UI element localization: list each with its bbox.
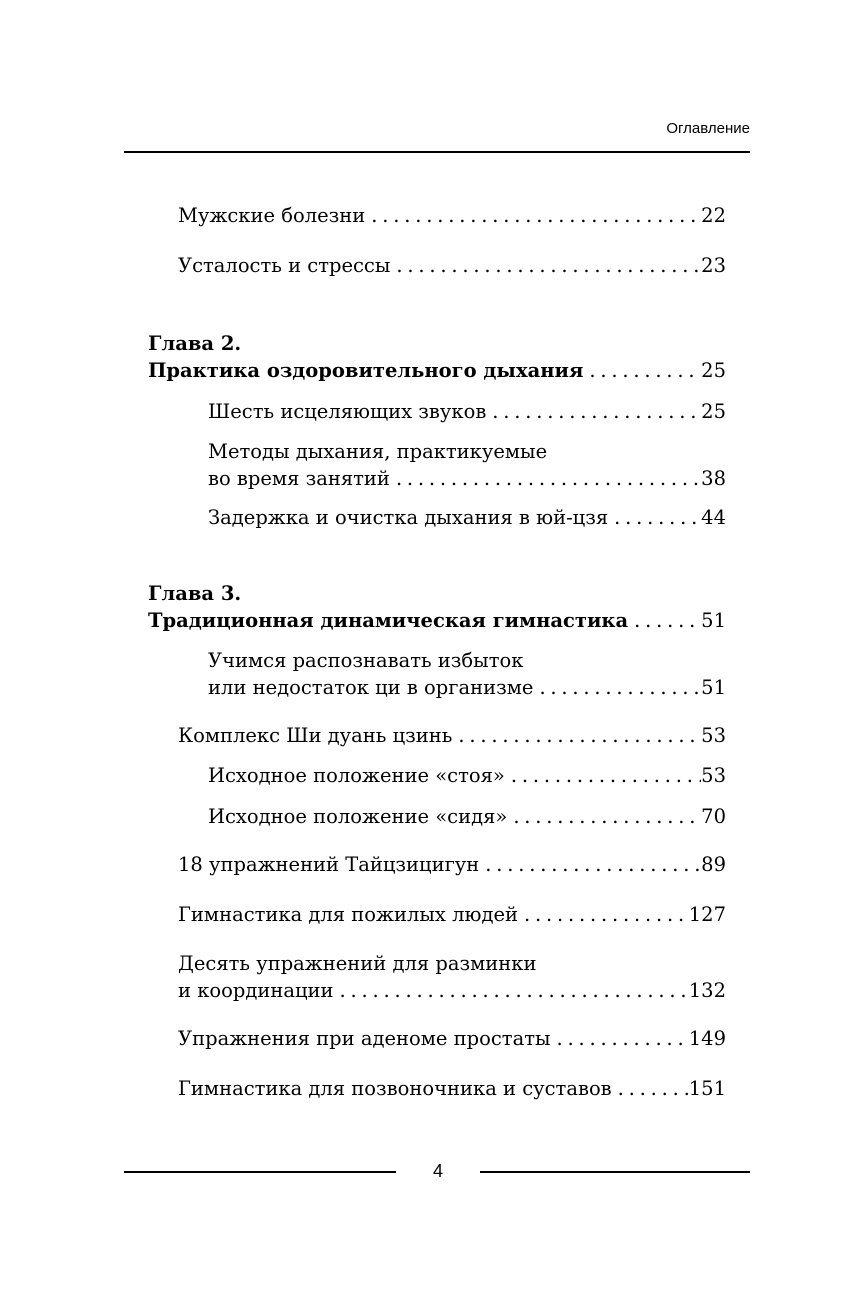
- leader-dots: [365, 202, 701, 229]
- toc-entry-shi-duan-czin[interactable]: [178, 722, 726, 749]
- toc-page-number: 38: [701, 467, 726, 490]
- toc-entry-prostate-exercises[interactable]: [178, 1025, 726, 1052]
- leader-dots: [551, 1025, 689, 1052]
- toc-entry-title: Задержка и очистка дыхания в юй-цзя: [208, 506, 609, 529]
- toc-entry-title-line-2: или недостаток ци в организме: [208, 676, 534, 699]
- toc-entry-title-line-2: и координации: [178, 979, 334, 1002]
- toc-entry-title: Исходное положение «сидя»: [208, 805, 508, 828]
- leader-dots: [334, 977, 689, 1004]
- toc-entry-ten-warmup-exercises[interactable]: [178, 950, 726, 1004]
- toc-entry-title: Гимнастика для позвоночника и суставов: [178, 1077, 612, 1100]
- toc-entry-mens-diseases[interactable]: [178, 202, 726, 229]
- leader-dots: [533, 674, 701, 701]
- leader-dots: [507, 803, 701, 830]
- toc-page-number: 51: [701, 609, 726, 632]
- leader-dots: [390, 465, 701, 492]
- toc-page-number: 132: [688, 979, 726, 1002]
- leader-dots: [390, 252, 701, 279]
- toc-page-number: 149: [688, 1027, 726, 1050]
- toc-entry-title: Комплекс Ши дуань цзинь: [178, 724, 453, 747]
- toc-page-number: 127: [688, 903, 726, 926]
- toc-page-number: 44: [701, 506, 726, 529]
- toc-entry-breath-hold-yuj-czya[interactable]: [208, 504, 726, 531]
- toc-entry-title: Исходное положение «стоя»: [208, 764, 505, 787]
- toc-page-number: 22: [701, 204, 726, 227]
- chapter-3-label: Глава 3.: [148, 582, 242, 605]
- toc-entry-title: Практика оздоровительного дыхания: [148, 359, 584, 382]
- toc-entry-sitting-position[interactable]: [208, 803, 726, 830]
- chapter-2-label: Глава 2.: [148, 332, 242, 355]
- leader-dots: [452, 722, 701, 749]
- leader-dots: [505, 762, 701, 789]
- leader-dots: [583, 357, 701, 384]
- toc-entry-spine-joints-gymnastics[interactable]: [178, 1075, 726, 1102]
- toc-entry-title: Усталость и стрессы: [178, 254, 391, 277]
- toc-page-number: 23: [701, 254, 726, 277]
- toc-entry-title: Упражнения при аденоме простаты: [178, 1027, 551, 1050]
- toc-page-number: 53: [701, 724, 726, 747]
- toc-entry-title-line-2: во время занятий: [208, 467, 390, 490]
- toc-page-number: 51: [701, 676, 726, 699]
- leader-dots: [612, 1075, 689, 1102]
- toc-entry-six-healing-sounds[interactable]: [208, 398, 726, 425]
- footer-rule-left: [124, 1171, 396, 1173]
- toc-entry-title: Гимнастика для пожилых людей: [178, 903, 518, 926]
- toc-entry-title: 18 упражнений Тайцзицигун: [178, 853, 480, 876]
- toc-entry-recognize-qi[interactable]: [208, 647, 726, 701]
- leader-dots: [486, 398, 701, 425]
- toc-entry-title: Мужские болезни: [178, 204, 366, 227]
- toc-entry-title-line-1: Десять упражнений для разминки: [178, 952, 537, 975]
- leader-dots: [479, 851, 701, 878]
- toc-chapter-2-title[interactable]: [148, 357, 726, 384]
- toc-chapter-3-title[interactable]: [148, 607, 726, 634]
- footer-rule-right: [480, 1171, 750, 1173]
- toc-page-number: 70: [701, 805, 726, 828]
- toc-entry-title: Традиционная динамическая гимнастика: [148, 609, 629, 632]
- toc-page-number: 89: [701, 853, 726, 876]
- leader-dots: [608, 504, 701, 531]
- toc-entry-title-line-1: Учимся распознавать избыток: [208, 649, 524, 672]
- folio-page-number: 4: [432, 1161, 443, 1181]
- toc-entry-elderly-gymnastics[interactable]: [178, 901, 726, 928]
- toc-entry-18-taiji-qigong[interactable]: [178, 851, 726, 878]
- toc-entry-title-line-1: Методы дыхания, практикуемые: [208, 440, 548, 463]
- toc-entry-fatigue-stress[interactable]: [178, 252, 726, 279]
- toc-entry-standing-position[interactable]: [208, 762, 726, 789]
- leader-dots: [628, 607, 701, 634]
- running-head: Оглавление: [666, 120, 750, 137]
- leader-dots: [518, 901, 689, 928]
- toc-entry-title: Шесть исцеляющих звуков: [208, 400, 487, 423]
- toc-page-number: 25: [701, 359, 726, 382]
- toc-page-number: 151: [688, 1077, 726, 1100]
- toc-page-number: 53: [701, 764, 726, 787]
- toc-page-number: 25: [701, 400, 726, 423]
- toc-entry-breathing-methods[interactable]: [208, 438, 726, 492]
